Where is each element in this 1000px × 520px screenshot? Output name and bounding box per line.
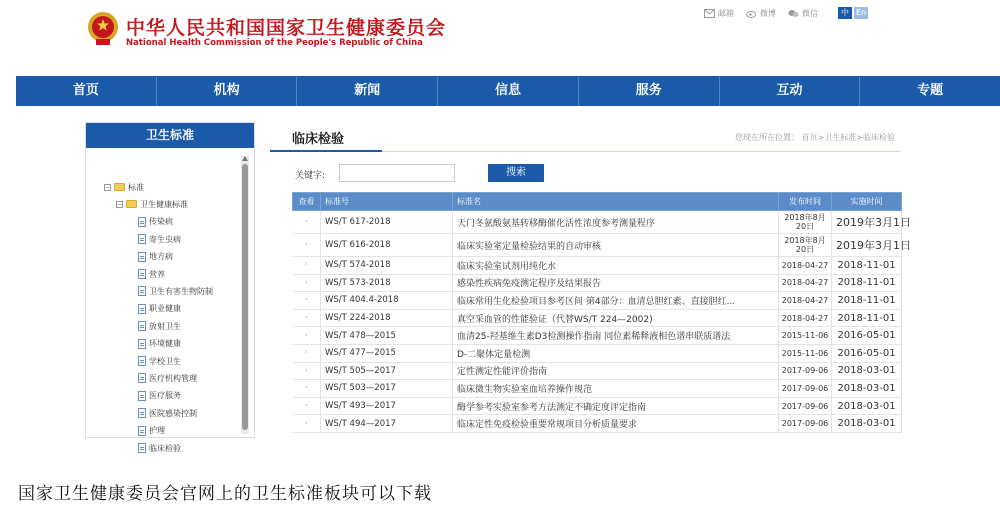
row-name-link[interactable]: 临床微生物实验室血培养操作规范 — [453, 380, 779, 398]
weibo-link[interactable] — [746, 8, 776, 19]
row-implement-date: 2016-05-01 — [832, 327, 902, 345]
document-icon — [138, 217, 146, 227]
row-name-link[interactable]: 临床定性免疫检验重要常规项目分析质量要求 — [453, 415, 779, 433]
col-code: 标准号 — [321, 193, 453, 211]
row-implement-date: 2018-11-01 — [832, 257, 902, 275]
language-switch — [838, 7, 868, 19]
row-view-cell[interactable]: · — [293, 380, 321, 398]
table-row[interactable] — [293, 362, 902, 380]
folder-icon — [114, 183, 125, 191]
table-row[interactable] — [293, 234, 902, 257]
row-view-cell[interactable]: · — [293, 274, 321, 292]
mail-link[interactable] — [704, 8, 734, 19]
standards-tree — [86, 148, 254, 453]
table-row[interactable] — [293, 327, 902, 345]
wechat-link-label: 微信 — [802, 8, 818, 18]
weibo-icon — [746, 9, 757, 18]
row-view-cell[interactable]: · — [293, 415, 321, 433]
row-name-link[interactable]: D-二聚体定量检测 — [453, 344, 779, 362]
table-row[interactable] — [293, 380, 902, 398]
mail-icon — [704, 9, 715, 18]
tree-item[interactable] — [138, 423, 165, 439]
table-row[interactable] — [293, 415, 902, 433]
tree-item[interactable] — [116, 196, 188, 212]
row-publish-date: 2018-04-27 — [779, 257, 832, 275]
row-name-link[interactable]: 临床常用生化检验项目参考区间 第4部分：血清总胆红素、直接胆红... — [453, 292, 779, 310]
row-publish-date: 2017-09-06 — [779, 415, 832, 433]
row-implement-date: 2018-03-01 — [832, 362, 902, 380]
lang-en-button[interactable]: En — [855, 8, 867, 17]
row-name-link[interactable]: 酶学参考实验室参考方法测定不确定度评定指南 — [453, 397, 779, 415]
nav-news[interactable]: 新闻 — [297, 76, 438, 106]
row-view-cell[interactable]: · — [293, 362, 321, 380]
row-code-cell: WS/T 494—2017 — [321, 415, 453, 433]
row-implement-date: 2018-03-01 — [832, 397, 902, 415]
row-publish-date: 2018年8月20日 — [779, 234, 832, 257]
standards-table — [292, 192, 911, 433]
row-code-cell: WS/T 478—2015 — [321, 327, 453, 345]
row-implement-date: 2018-11-01 — [832, 292, 902, 310]
nav-organization[interactable]: 机构 — [157, 76, 298, 106]
row-view-cell[interactable]: · — [293, 211, 321, 234]
row-code-cell: WS/T 404.4-2018 — [321, 292, 453, 310]
document-icon — [138, 286, 146, 296]
row-name-link[interactable]: 定性测定性能评价指南 — [453, 362, 779, 380]
row-code-cell: WS/T 477—2015 — [321, 344, 453, 362]
tree-item[interactable] — [138, 336, 181, 352]
keyword-label: 关键字: — [295, 171, 326, 181]
search-button[interactable]: 搜索 — [488, 164, 544, 182]
main-nav — [16, 76, 1000, 106]
row-code-cell: WS/T 616-2018 — [321, 234, 453, 257]
document-icon — [138, 373, 146, 383]
row-view-cell[interactable]: · — [293, 292, 321, 310]
tree-item-label: 卫生健康标准 — [140, 199, 188, 209]
mail-link-label: 邮箱 — [718, 8, 734, 18]
row-code-cell: WS/T 493—2017 — [321, 397, 453, 415]
table-header — [293, 193, 902, 211]
row-publish-date: 2017-09-06 — [779, 380, 832, 398]
row-view-cell[interactable]: · — [293, 397, 321, 415]
tree-item-label: 标准 — [128, 182, 144, 192]
nav-service[interactable]: 服务 — [579, 76, 720, 106]
national-emblem-icon — [86, 11, 120, 47]
nav-home[interactable]: 首页 — [16, 76, 157, 106]
document-icon — [138, 304, 146, 314]
row-publish-date: 2018-04-27 — [779, 309, 832, 327]
table-row[interactable] — [293, 292, 902, 310]
tree-item[interactable] — [138, 283, 213, 299]
row-view-cell[interactable]: · — [293, 234, 321, 257]
site-subtitle: National Health Commission of the People's Republic of China — [126, 38, 423, 48]
table-row[interactable] — [293, 309, 902, 327]
scroll-up-arrow-icon[interactable] — [242, 156, 248, 161]
page-title: 临床检验 — [292, 132, 345, 147]
row-view-cell[interactable]: · — [293, 327, 321, 345]
row-name-link[interactable]: 天门冬氨酸氨基转移酶催化活性浓度参考测量程序 — [453, 211, 779, 234]
col-name: 标准名 — [453, 193, 779, 211]
row-code-cell: WS/T 505—2017 — [321, 362, 453, 380]
breadcrumb[interactable]: 您现在所在位置： 首页>卫生标准>临床检验 — [735, 133, 895, 142]
row-name-link[interactable]: 真空采血管的性能验证（代替WS/T 224—2002) — [453, 309, 779, 327]
tree-item[interactable] — [138, 249, 173, 265]
row-implement-date: 2018-03-01 — [832, 380, 902, 398]
nav-interaction[interactable]: 互动 — [720, 76, 861, 106]
row-publish-date: 2015-11-06 — [779, 344, 832, 362]
row-publish-date: 2018年8月20日 — [779, 211, 832, 234]
document-icon — [138, 391, 146, 401]
tree-item-label: 职业健康 — [149, 304, 181, 314]
tree-item[interactable] — [138, 440, 181, 456]
document-icon — [138, 443, 146, 453]
row-code-cell: WS/T 224-2018 — [321, 309, 453, 327]
tree-scrollbar[interactable] — [241, 156, 249, 434]
tree-item-label: 地方病 — [149, 252, 173, 262]
wechat-icon — [788, 9, 799, 18]
col-publish-date: 发布时间 — [779, 193, 832, 211]
row-publish-date: 2015-11-06 — [779, 327, 832, 345]
tree-item[interactable] — [138, 301, 181, 317]
row-implement-date: 2016-05-01 — [832, 344, 902, 362]
document-icon — [138, 408, 146, 418]
row-publish-date: 2018-04-27 — [779, 292, 832, 310]
tree-item-label: 营养 — [149, 269, 165, 279]
title-accent — [270, 150, 382, 152]
lang-zh-button[interactable]: 中 — [838, 7, 852, 19]
tree-item[interactable] — [138, 318, 181, 334]
site-header — [0, 0, 1000, 76]
sidebar-title: 卫生标准 — [86, 123, 254, 148]
row-view-cell[interactable]: · — [293, 257, 321, 275]
tree-item-label: 传染病 — [149, 217, 173, 227]
row-code-cell: WS/T 617-2018 — [321, 211, 453, 234]
collapse-toggle-icon[interactable]: − — [105, 183, 111, 191]
row-name-link[interactable]: 血清25-羟基维生素D3检测操作指南 同位素稀释液相色谱串联质谱法 — [453, 327, 779, 345]
row-name-link[interactable]: 临床实验室定量检验结果的自动审核 — [453, 234, 779, 257]
tree-item-label: 医疗机构管理 — [149, 373, 197, 383]
tree-item-label: 放射卫生 — [149, 321, 181, 331]
tree-item[interactable] — [138, 266, 165, 282]
tree-item[interactable] — [138, 353, 181, 369]
row-code-cell: WS/T 574-2018 — [321, 257, 453, 275]
tree-item-label: 卫生有害生物防制 — [149, 286, 213, 296]
tree-item-label: 医疗服务 — [149, 391, 181, 401]
row-implement-date: 2018-03-01 — [832, 415, 902, 433]
scroll-thumb[interactable] — [242, 164, 248, 430]
row-publish-date: 2017-09-06 — [779, 362, 832, 380]
tree-item-label: 临床检验 — [149, 443, 181, 453]
row-name-link[interactable]: 临床实验室试剂用纯化水 — [453, 257, 779, 275]
row-publish-date: 2018-04-27 — [779, 274, 832, 292]
row-code-cell: WS/T 573-2018 — [321, 274, 453, 292]
tree-item[interactable] — [138, 388, 181, 404]
table-row[interactable] — [293, 257, 902, 275]
table-row[interactable] — [293, 344, 902, 362]
row-view-cell[interactable]: · — [293, 309, 321, 327]
tree-item[interactable] — [104, 179, 144, 195]
document-icon — [138, 426, 146, 436]
table-row[interactable] — [293, 397, 902, 415]
document-icon — [138, 321, 146, 331]
tree-item-label: 环境健康 — [149, 339, 181, 349]
row-view-cell[interactable]: · — [293, 344, 321, 362]
collapse-toggle-icon[interactable]: − — [117, 200, 123, 208]
table-row[interactable] — [293, 211, 902, 234]
col-view: 查看 — [293, 193, 321, 211]
tree-item[interactable] — [138, 231, 181, 247]
row-name-link[interactable]: 感染性疾病免疫测定程序及结果报告 — [453, 274, 779, 292]
nav-information[interactable]: 信息 — [438, 76, 579, 106]
sidebar — [85, 122, 255, 453]
nav-topics[interactable]: 专题 — [917, 83, 944, 98]
tree-item-label: 寄生虫病 — [149, 234, 181, 244]
site-title[interactable]: 中华人民共和国国家卫生健康委员会 — [126, 17, 447, 39]
table-row[interactable] — [293, 274, 902, 292]
document-icon — [138, 339, 146, 349]
tree-item[interactable] — [138, 214, 173, 230]
row-implement-date: 2018-11-01 — [832, 274, 902, 292]
wechat-link[interactable] — [788, 8, 818, 19]
row-implement-date: 2018-11-01 — [832, 309, 902, 327]
tree-item-label: 护理 — [149, 426, 165, 436]
row-code-cell: WS/T 503—2017 — [321, 380, 453, 398]
row-implement-date: 2019年3月1日 — [832, 211, 902, 234]
weibo-link-label: 微博 — [760, 8, 776, 18]
document-icon — [138, 252, 146, 262]
row-publish-date: 2017-09-06 — [779, 397, 832, 415]
tree-item[interactable] — [138, 370, 197, 386]
tree-item[interactable] — [138, 405, 197, 421]
top-links — [704, 7, 868, 19]
keyword-input[interactable] — [339, 164, 455, 182]
document-icon — [138, 234, 146, 244]
document-icon — [138, 356, 146, 366]
col-implement-date: 实施时间 — [832, 193, 902, 211]
folder-icon — [126, 200, 137, 208]
row-implement-date: 2019年3月1日 — [832, 234, 902, 257]
tree-item-label: 学校卫生 — [149, 356, 181, 366]
document-icon — [138, 269, 146, 279]
caption: 国家卫生健康委员会官网上的卫生标准板块可以下载 — [18, 484, 432, 504]
tree-item-label: 医院感染控制 — [149, 408, 197, 418]
